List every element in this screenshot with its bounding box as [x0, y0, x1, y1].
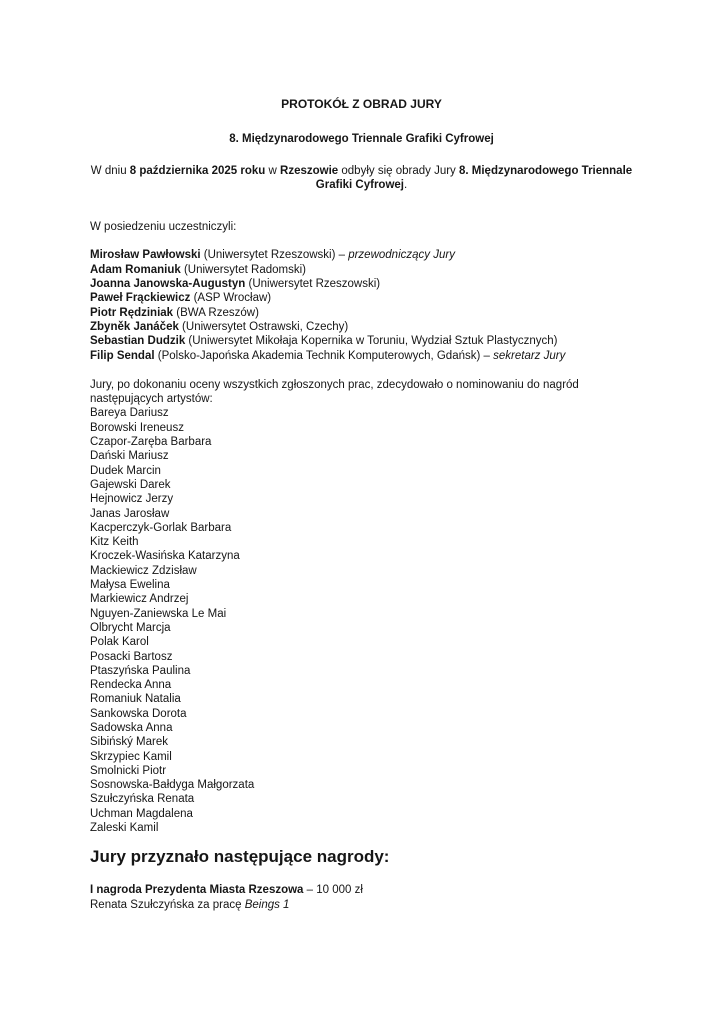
- jury-member-row: [90, 334, 633, 348]
- nominee-item: Rendecka Anna: [90, 679, 172, 692]
- nominee-item: Sosnowska-Bałdyga Małgorzata: [90, 779, 255, 792]
- nominee-item: Sadowska Anna: [90, 721, 173, 734]
- nominee-item: Gajewski Darek: [90, 478, 171, 491]
- jury-member-row: [90, 277, 633, 291]
- awards-heading: Jury przyznało następujące nagrody:: [90, 847, 390, 867]
- award-recipient: Renata Szułczyńska za pracę: [90, 898, 245, 911]
- nominee-item: Szułczyńska Renata: [90, 793, 195, 806]
- intro-date: 8 października 2025 roku: [129, 164, 266, 177]
- nominee-item: Czapor-Zaręba Barbara: [90, 436, 212, 449]
- nominee-item: Kitz Keith: [90, 536, 139, 549]
- jury-member-name: Paweł Frąckiewicz: [90, 292, 191, 305]
- nominee-item: Olbrycht Marcja: [90, 621, 171, 634]
- jury-member-row: [90, 306, 633, 320]
- nominee-item: Janas Jarosław: [90, 507, 170, 520]
- intro-paragraph: [90, 164, 633, 193]
- jury-member-row: [90, 291, 633, 305]
- nominee-item: Dański Mariusz: [90, 450, 169, 463]
- jury-member-affiliation: (Uniwersytet Rzeszowski) –: [200, 249, 349, 262]
- nominee-item: Sankowska Dorota: [90, 707, 187, 720]
- jury-member-role: przewodniczący Jury: [348, 249, 455, 262]
- intro-text-3: odbyły się obrady Jury: [338, 164, 459, 177]
- jury-member-row: [90, 263, 633, 277]
- intro-city: Rzeszowie: [280, 164, 339, 177]
- award-title: I nagroda Prezydenta Miasta Rzeszowa: [90, 884, 304, 897]
- award-amount: – 10 000 zł: [303, 884, 363, 897]
- nominee-item: Zaleski Kamil: [90, 822, 159, 835]
- intro-text-1: W dniu: [90, 164, 130, 177]
- nominee-item: Dudek Marcin: [90, 464, 161, 477]
- nominee-item: Małysa Ewelina: [90, 579, 170, 592]
- nominee-item: Kacperczyk-Gorlak Barbara: [90, 521, 232, 534]
- jury-member-role: sekretarz Jury: [493, 349, 566, 362]
- jury-member-affiliation: (BWA Rzeszów): [173, 306, 259, 319]
- jury-list: [90, 248, 633, 362]
- nomination-paragraph: Jury, po dokonaniu oceny wszystkich zgłoszonych prac, zdecydowało o nominowaniu do nagród następujących artystów:: [90, 378, 579, 406]
- jury-member-row: [90, 349, 633, 363]
- nominee-item: Romaniuk Natalia: [90, 693, 181, 706]
- nominee-item: Smolnicki Piotr: [90, 764, 167, 777]
- award-recipient-line: [90, 898, 633, 912]
- intro-text-2: w: [265, 164, 281, 177]
- nominee-item: Hejnowicz Jerzy: [90, 493, 174, 506]
- nominee-item: Skrzypiec Kamil: [90, 750, 172, 763]
- nominee-item: Posacki Bartosz: [90, 650, 173, 663]
- jury-member-name: Joanna Janowska-Augustyn: [90, 278, 246, 291]
- document-subtitle: 8. Międzynarodowego Triennale Grafiki Cyfrowej: [229, 133, 494, 146]
- jury-member-affiliation: (Uniwersytet Rzeszowski): [245, 278, 381, 291]
- nominee-item: Bareya Dariusz: [90, 407, 169, 420]
- jury-member-affiliation: (Polsko-Japońska Akademia Technik Komputerowych, Gdańsk) –: [154, 349, 494, 362]
- award-block: [90, 883, 633, 912]
- nominee-item: Polak Karol: [90, 636, 149, 649]
- participants-heading: W posiedzeniu uczestniczyli:: [90, 221, 237, 234]
- jury-member-affiliation: (Uniwersytet Mikołaja Kopernika w Toruniu, Wydział Sztuk Plastycznych): [185, 335, 558, 348]
- nominee-item: Ptaszyńska Paulina: [90, 664, 191, 677]
- nominee-list: [90, 406, 633, 835]
- document-title: PROTOKÓŁ Z OBRAD JURY: [281, 97, 442, 111]
- jury-member-affiliation: (ASP Wrocław): [190, 292, 272, 305]
- nominee-item: Sibińský Marek: [90, 736, 168, 749]
- jury-member-name: Filip Sendal: [90, 349, 155, 362]
- jury-member-row: [90, 248, 633, 262]
- nominee-item: Nguyen-Zaniewska Le Mai: [90, 607, 227, 620]
- jury-member-name: Mirosław Pawłowski: [90, 249, 201, 262]
- nominee-item: Markiewicz Andrzej: [90, 593, 189, 606]
- jury-member-name: Zbyněk Janáček: [90, 320, 179, 333]
- nominee-item: Kroczek-Wasińska Katarzyna: [90, 550, 240, 563]
- award-title-line: [90, 883, 633, 897]
- nominee-item: Borowski Ireneusz: [90, 421, 184, 434]
- jury-member-name: Piotr Rędziniak: [90, 306, 174, 319]
- jury-member-name: Adam Romaniuk: [90, 263, 181, 276]
- intro-event: 8. Międzynarodowego Triennale Grafiki Cyfrowej: [315, 164, 633, 191]
- jury-member-name: Sebastian Dudzik: [90, 335, 186, 348]
- intro-text-4: .: [404, 178, 408, 191]
- jury-member-row: [90, 320, 633, 334]
- award-work-title: Beings 1: [244, 898, 290, 911]
- nominee-item: Uchman Magdalena: [90, 807, 193, 820]
- nominee-item: Mackiewicz Zdzisław: [90, 564, 197, 577]
- jury-member-affiliation: (Uniwersytet Radomski): [180, 263, 306, 276]
- jury-member-affiliation: (Uniwersytet Ostrawski, Czechy): [178, 320, 349, 333]
